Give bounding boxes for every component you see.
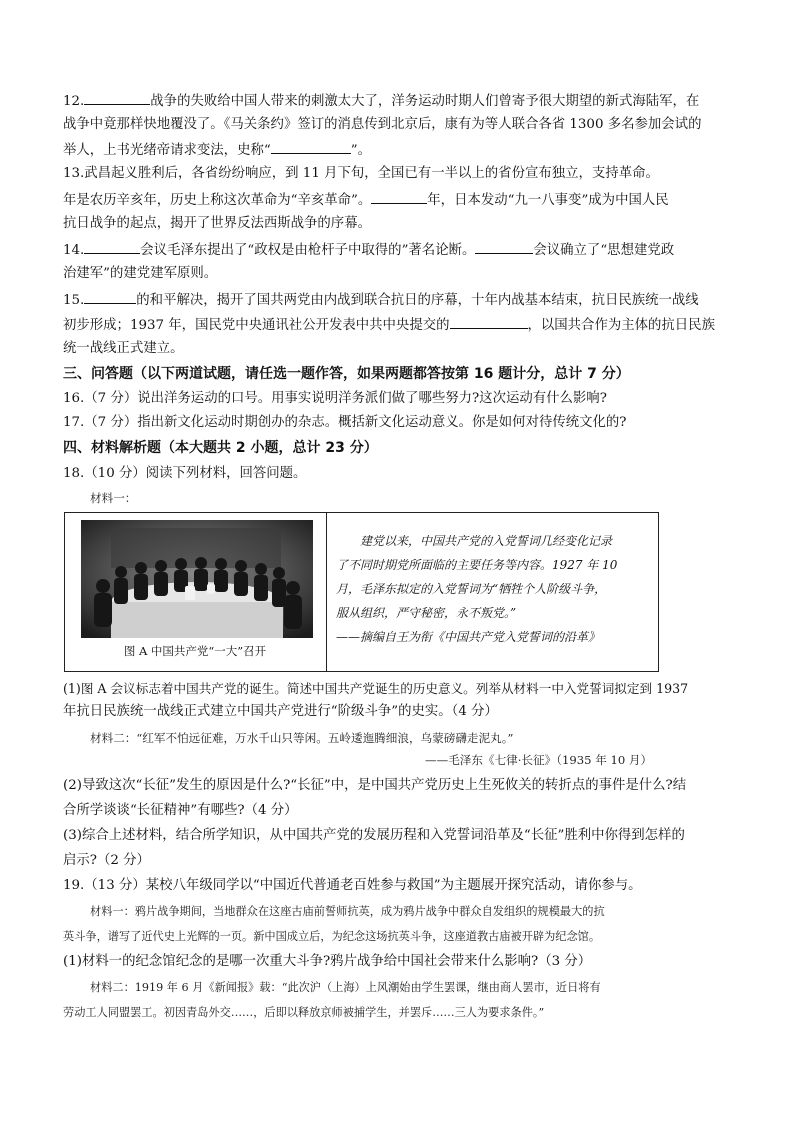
answer-blank[interactable]	[84, 290, 136, 304]
q19-material-2-line-2: 劳动工人同盟罢工。初因青岛外交……，后即以释放京师被捕学生，并罢斥……三人为要求条件。”	[63, 1006, 545, 1019]
q15-line-3: 统一战线正式建立。	[63, 341, 184, 356]
q12-line-2: 战争中竟那样快地覆没了。《马关条约》签订的消息传到北京后，康有为等人联合各省 1300 多名参加会试的	[63, 117, 702, 132]
answer-blank[interactable]	[475, 240, 533, 254]
answer-blank[interactable]	[450, 315, 528, 329]
quote-source: ——摘编自王为衔《中国共产党入党誓词的沿革》	[336, 630, 601, 644]
q19-intro: 19.（13 分）某校八年级同学以“中国近代普通老百姓参与救国”为主题展开探究活动，请你参与。	[63, 878, 642, 893]
q17: 17.（7 分）指出新文化运动时期创办的杂志。概括新文化运动意义。你是如何对待传统文化的?	[63, 415, 627, 430]
material-2-source: ——毛泽东《七律·长征》（1935 年 10 月）	[425, 753, 653, 767]
q18-3-line-1: (3)综合上述材料，结合所学知识，从中国共产党的发展历程和入党誓词沿革及“长征”胜利中你得到怎样的	[63, 828, 685, 843]
section-3-title: 三、问答题（以下两道试题，请任选一题作答，如果两题都答按第 16 题计分，总计 7 分）	[63, 366, 630, 382]
material-1-label: 材料一：	[90, 491, 137, 505]
q14-line-2: 治建军”的建党建军原则。	[63, 266, 218, 281]
q18-2-line-2: 合所学谈谈“长征精神”有哪些?（4 分）	[63, 803, 298, 818]
material-2: 材料二：“红军不怕远征难，万水千山只等闲。五岭逶迤腾细浪，乌蒙磅礴走泥丸。”	[90, 731, 514, 745]
answer-blank[interactable]	[371, 190, 427, 204]
section-4-title: 四、材料解析题（本大题共 2 小题，总计 23 分）	[63, 440, 378, 456]
q14-line-1: 14. 会议毛泽东提出了“政权是由枪杆子中取得的”著名论断。 会议确立了“思想建党政	[63, 240, 674, 260]
q16: 16.（7 分）说出洋务运动的口号。用事实说明洋务派们做了哪些努力?这次运动有什么影响?	[63, 391, 607, 406]
q18-intro: 18.（10 分）阅读下列材料，回答问题。	[63, 466, 307, 481]
q19-material-1-line-2: 英斗争，谱写了近代史上光辉的一页。新中国成立后，为纪念这场抗英斗争，这座道教古庙被开辟为纪念馆。	[63, 930, 601, 943]
q18-3-line-2: 启示?（2 分）	[63, 853, 150, 868]
photo-caption: 图 A 中国共产党“一大”召开	[123, 644, 267, 658]
q18-2-line-1: (2)导致这次“长征”发生的原因是什么?“长征”中，是中国共产党历史上生死攸关的转折点的事件是什么?结	[63, 778, 687, 793]
quote-line-1: 建党以来，中国共产党的入党誓词几经变化记录	[360, 534, 613, 548]
q12-line-3: 举人，上书光绪帝请求变法，史称“ ”。	[63, 140, 371, 160]
q13-line-3: 抗日战争的起点，揭开了世界反法西斯战争的序幕。	[63, 216, 371, 231]
q15-line-1: 15. 的和平解决，揭开了国共两党由内战到联合抗日的序幕，十年内战基本结束，抗日民族统一战线	[63, 290, 699, 310]
quote-line-2: 了不同时期党所面临的主要任务等内容。1927 年 10	[336, 558, 618, 572]
quote-line-3: 月，毛泽东拟定的入党誓词为“牺牲个人阶级斗争，	[336, 582, 607, 596]
q13-line-2: 年是农历辛亥年，历史上称这次革命为“辛亥革命”。 年，日本发动“九一八事变”成为中国人民	[63, 190, 669, 210]
q19-material-1-line-1: 材料一：鸦片战争期间，当地群众在这座古庙前誓师抗英，成为鸦片战争中群众自发组织的规模最大的抗	[90, 905, 605, 918]
material-1-divider	[326, 512, 327, 672]
answer-blank[interactable]	[84, 240, 140, 254]
q19-material-2-line-1: 材料二：1919 年 6 月《新闻报》载：“此次沪（上海）上风潮始由学生罢课，继由商人罢市，近日将有	[90, 981, 601, 994]
q18-1-line-1: (1)图 A 会议标志着中国共产党的诞生。简述中国共产党诞生的历史意义。列举从材料一中入党誓词拟定到 1937	[63, 681, 689, 696]
first-congress-photo	[81, 520, 313, 638]
quote-line-4: 服从组织，严守秘密，永不叛党。”	[336, 606, 517, 620]
answer-blank[interactable]	[84, 91, 150, 105]
q18-1-line-2: 年抗日民族统一战线正式建立中国共产党进行“阶级斗争”的史实。（4 分）	[63, 704, 498, 719]
q19-1: (1)材料一的纪念馆纪念的是哪一次重大斗争?鸦片战争给中国社会带来什么影响?（3 分）	[63, 954, 592, 969]
answer-blank[interactable]	[271, 140, 351, 154]
q13-line-1: 13.武昌起义胜利后，各省纷纷响应，到 11 月下旬，全国已有一半以上的省份宣布独立，支持革命。	[63, 166, 659, 181]
q12-line-1: 12. 战争的失败给中国人带来的刺激太大了，洋务运动时期人们曾寄予很大期望的新式海陆军，在	[63, 91, 699, 111]
q15-line-2: 初步形成；1937 年，国民党中央通讯社公开发表中共中央提交的 ，以国共合作为主体的抗日民族	[63, 315, 715, 335]
